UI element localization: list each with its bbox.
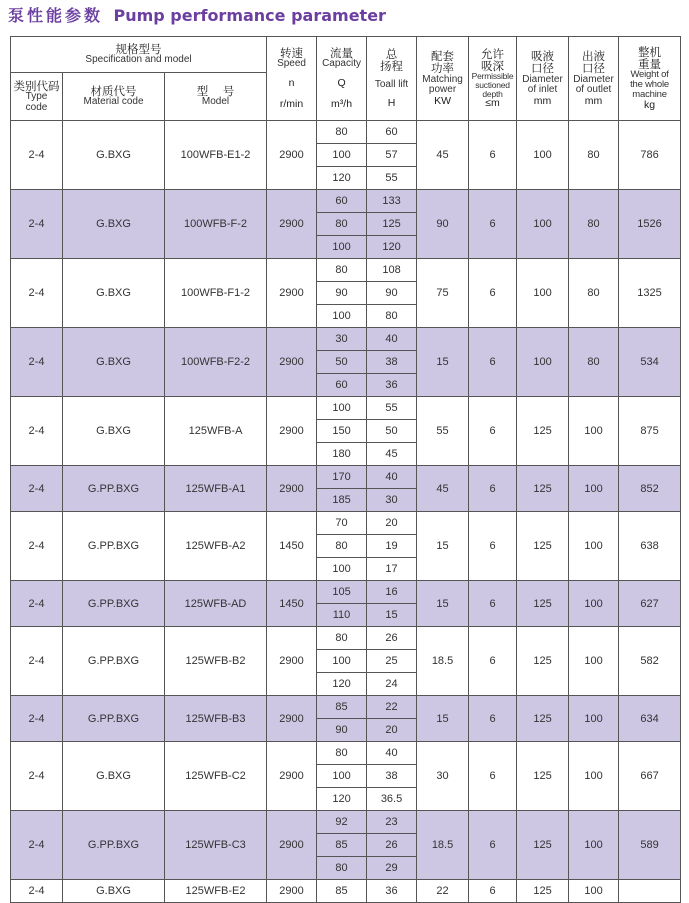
model-cell: 100WFB-E1-2 [165,121,267,190]
model-cell: 125WFB-AD [165,581,267,627]
capacity-cell: 100 [317,305,367,328]
capacity-cell: 92 [317,811,367,834]
head-cell: 38 [367,351,417,374]
head-header-cn1: 总 [385,46,398,61]
speed-header-en: Speed [277,58,306,70]
capacity-cell: 100 [317,650,367,673]
head-cell: 17 [367,558,417,581]
capacity-cell: 100 [317,236,367,259]
capacity-cell: 60 [317,190,367,213]
capacity-cell: 80 [317,535,367,558]
capacity-cell: 185 [317,489,367,512]
model-cell: 100WFB-F1-2 [165,259,267,328]
capacity-cell: 180 [317,443,367,466]
head-cell: 20 [367,719,417,742]
type-code-cell: 2-4 [11,627,63,696]
power-cell: 45 [417,466,469,512]
head-cell: 24 [367,673,417,696]
suction-header-unit: ≤m [485,97,500,110]
outlet-cell: 100 [569,466,619,512]
suction-cell: 6 [469,627,517,696]
inlet-cell: 125 [517,742,569,811]
table-row [11,742,681,765]
suction-cell: 6 [469,696,517,742]
power-cell: 18.5 [417,811,469,880]
weight-cell: 667 [619,742,681,811]
head-cell: 19 [367,535,417,558]
model-cell: 125WFB-A [165,397,267,466]
spec-header-en: Specification and model [85,54,192,66]
capacity-cell: 80 [317,213,367,236]
outlet-cell: 100 [569,880,619,903]
type-code-header [11,73,63,121]
power-cell: 45 [417,121,469,190]
capacity-cell: 80 [317,627,367,650]
model-header-cn: 型 号 [196,84,235,99]
type-code-cell: 2-4 [11,581,63,627]
power-cell: 22 [417,880,469,903]
material-code-cell: G.BXG [63,259,165,328]
capacity-header-unit: m³/h [331,97,353,110]
power-cell: 15 [417,328,469,397]
speed-header-sym: n [288,76,295,89]
table-row [11,696,681,719]
inlet-cell: 100 [517,190,569,259]
material-code-header-cn: 材质代号 [90,84,137,99]
suction-cell: 6 [469,328,517,397]
capacity-cell: 120 [317,167,367,190]
power-cell: 18.5 [417,627,469,696]
performance-table [10,36,681,903]
capacity-cell: 170 [317,466,367,489]
capacity-cell: 150 [317,420,367,443]
speed-cell: 2900 [267,811,317,880]
head-cell: 120 [367,236,417,259]
table-row [11,121,681,144]
model-cell: 125WFB-B3 [165,696,267,742]
suction-cell: 6 [469,811,517,880]
outlet-cell: 80 [569,121,619,190]
head-cell: 25 [367,650,417,673]
outlet-cell: 100 [569,581,619,627]
weight-cell: 589 [619,811,681,880]
outlet-cell: 80 [569,259,619,328]
outlet-cell: 100 [569,512,619,581]
capacity-header-cn: 流量 [330,46,354,61]
inlet-header-unit: mm [533,94,552,107]
outlet-header-cn2: 口径 [582,61,606,76]
model-cell: 125WFB-A1 [165,466,267,512]
type-code-cell: 2-4 [11,512,63,581]
inlet-cell: 125 [517,397,569,466]
capacity-cell: 90 [317,282,367,305]
inlet-header-cn2: 口径 [531,61,555,76]
type-code-cell: 2-4 [11,190,63,259]
head-cell: 133 [367,190,417,213]
type-code-cell: 2-4 [11,742,63,811]
speed-header [267,37,317,121]
outlet-header-cn1: 出液 [582,49,606,64]
material-code-cell: G.BXG [63,328,165,397]
suction-cell: 6 [469,742,517,811]
speed-cell: 2900 [267,328,317,397]
material-code-header-en: Material code [83,96,144,108]
inlet-cell: 125 [517,466,569,512]
head-cell: 40 [367,328,417,351]
head-header-en: Toall lift [374,78,409,90]
weight-header-en2: the whole [630,79,669,91]
type-code-header-en2: code [25,101,48,113]
suction-header-en1: Permissible [471,70,514,81]
head-cell: 125 [367,213,417,236]
power-cell: 15 [417,512,469,581]
head-cell: 36 [367,374,417,397]
weight-cell: 582 [619,627,681,696]
power-header-en2: power [428,84,457,96]
speed-cell: 2900 [267,696,317,742]
weight-header-cn2: 重量 [638,57,662,72]
suction-cell: 6 [469,466,517,512]
suction-header-cn1: 允许 [481,46,505,61]
speed-cell: 2900 [267,397,317,466]
inlet-cell: 100 [517,259,569,328]
inlet-cell: 125 [517,581,569,627]
type-code-cell: 2-4 [11,466,63,512]
suction-cell: 6 [469,880,517,903]
page-title-cn: 泵性能参数 [8,6,104,25]
head-cell: 80 [367,305,417,328]
page-title-en: Pump performance parameter [113,6,386,25]
weight-header-en3: machine [632,89,667,101]
suction-cell: 6 [469,259,517,328]
head-cell: 36 [367,880,417,903]
capacity-cell: 85 [317,880,367,903]
power-cell: 15 [417,696,469,742]
power-cell: 55 [417,397,469,466]
model-cell: 125WFB-C2 [165,742,267,811]
outlet-header [569,37,619,121]
head-cell: 15 [367,604,417,627]
weight-cell: 786 [619,121,681,190]
capacity-cell: 120 [317,788,367,811]
capacity-header [317,37,367,121]
weight-cell: 1526 [619,190,681,259]
type-code-cell: 2-4 [11,811,63,880]
material-code-cell: G.BXG [63,880,165,903]
capacity-header-sym: Q [337,76,346,89]
speed-cell: 1450 [267,512,317,581]
weight-header-en1: Weight of [630,69,669,81]
table-row [11,190,681,213]
head-cell: 23 [367,811,417,834]
speed-cell: 2900 [267,742,317,811]
power-header [417,37,469,121]
speed-header-unit: r/min [279,97,304,110]
head-cell: 45 [367,443,417,466]
material-code-cell: G.PP.BXG [63,512,165,581]
power-cell: 15 [417,581,469,627]
weight-cell: 852 [619,466,681,512]
head-header-cn2: 扬程 [380,58,404,73]
speed-cell: 2900 [267,880,317,903]
capacity-cell: 80 [317,259,367,282]
speed-cell: 2900 [267,259,317,328]
suction-header-en3: depth [482,88,503,99]
head-cell: 40 [367,742,417,765]
head-cell: 36.5 [367,788,417,811]
speed-cell: 2900 [267,121,317,190]
table-row [11,328,681,351]
type-code-header-en1: Type [25,91,48,103]
model-cell: 125WFB-E2 [165,880,267,903]
suction-header-cn2: 吸深 [481,58,505,73]
outlet-cell: 100 [569,397,619,466]
type-code-cell: 2-4 [11,121,63,190]
head-cell: 60 [367,121,417,144]
head-cell: 38 [367,765,417,788]
table-row [11,627,681,650]
capacity-cell: 60 [317,374,367,397]
capacity-cell: 120 [317,673,367,696]
performance-table-wrapper [10,36,680,903]
outlet-cell: 80 [569,328,619,397]
model-cell: 100WFB-F2-2 [165,328,267,397]
material-code-cell: G.BXG [63,742,165,811]
inlet-cell: 125 [517,696,569,742]
suction-cell: 6 [469,121,517,190]
spec-header [11,37,267,73]
material-code-cell: G.BXG [63,121,165,190]
type-code-cell: 2-4 [11,397,63,466]
weight-cell: 627 [619,581,681,627]
inlet-header-cn1: 吸液 [531,49,555,64]
head-cell: 20 [367,512,417,535]
model-cell: 125WFB-B2 [165,627,267,696]
power-header-cn2: 功率 [431,61,455,76]
inlet-cell: 100 [517,328,569,397]
type-code-cell: 2-4 [11,696,63,742]
material-code-cell: G.PP.BXG [63,581,165,627]
inlet-cell: 125 [517,811,569,880]
spec-header-cn: 规格型号 [115,42,162,57]
power-header-en1: Matching [422,73,463,85]
speed-header-cn: 转速 [280,46,304,61]
material-code-cell: G.PP.BXG [63,627,165,696]
head-cell: 22 [367,696,417,719]
weight-cell: 875 [619,397,681,466]
power-cell: 75 [417,259,469,328]
table-row [11,466,681,489]
material-code-cell: G.BXG [63,397,165,466]
weight-cell: 534 [619,328,681,397]
inlet-cell: 125 [517,880,569,903]
model-cell: 125WFB-A2 [165,512,267,581]
model-cell: 100WFB-F-2 [165,190,267,259]
head-cell: 57 [367,144,417,167]
type-code-cell: 2-4 [11,880,63,903]
capacity-cell: 85 [317,834,367,857]
power-header-unit: KW [434,94,451,107]
capacity-header-en: Capacity [322,58,361,70]
model-header [165,73,267,121]
table-row [11,512,681,535]
model-header-en: Model [201,96,230,108]
head-header [367,37,417,121]
head-header-sym: H [387,97,396,110]
head-cell: 55 [367,397,417,420]
inlet-header-en2: of inlet [527,84,558,96]
weight-cell: 634 [619,696,681,742]
type-code-cell: 2-4 [11,259,63,328]
head-cell: 26 [367,834,417,857]
outlet-header-en2: of outlet [575,84,612,96]
weight-header [619,37,681,121]
capacity-cell: 85 [317,696,367,719]
head-cell: 108 [367,259,417,282]
performance-table-body [11,121,681,903]
suction-cell: 6 [469,190,517,259]
suction-cell: 6 [469,512,517,581]
weight-cell [619,880,681,903]
capacity-cell: 70 [317,512,367,535]
head-cell: 26 [367,627,417,650]
capacity-cell: 80 [317,742,367,765]
suction-header-en2: suctioned [475,79,510,90]
outlet-cell: 100 [569,742,619,811]
head-cell: 16 [367,581,417,604]
inlet-cell: 125 [517,512,569,581]
capacity-cell: 100 [317,144,367,167]
weight-header-cn1: 整机 [638,44,662,59]
page-title [8,4,386,28]
inlet-header-en1: Diameter [522,73,563,85]
inlet-cell: 100 [517,121,569,190]
speed-cell: 2900 [267,466,317,512]
table-row [11,811,681,834]
capacity-cell: 30 [317,328,367,351]
capacity-cell: 110 [317,604,367,627]
outlet-cell: 80 [569,190,619,259]
capacity-cell: 100 [317,558,367,581]
power-cell: 90 [417,190,469,259]
weight-cell: 638 [619,512,681,581]
model-cell: 125WFB-C3 [165,811,267,880]
capacity-cell: 50 [317,351,367,374]
outlet-header-en1: Diameter [573,73,614,85]
capacity-cell: 80 [317,857,367,880]
material-code-cell: G.PP.BXG [63,466,165,512]
power-cell: 30 [417,742,469,811]
speed-cell: 2900 [267,627,317,696]
material-code-cell: G.PP.BXG [63,696,165,742]
outlet-header-unit: mm [584,94,603,107]
outlet-cell: 100 [569,627,619,696]
capacity-cell: 100 [317,765,367,788]
speed-cell: 2900 [267,190,317,259]
weight-cell: 1325 [619,259,681,328]
table-row [11,581,681,604]
capacity-cell: 105 [317,581,367,604]
type-code-header-cn: 类别代码 [13,78,60,93]
table-row [11,880,681,903]
head-cell: 29 [367,857,417,880]
weight-header-unit: kg [643,99,656,111]
material-code-cell: G.BXG [63,190,165,259]
inlet-header [517,37,569,121]
capacity-cell: 90 [317,719,367,742]
speed-cell: 1450 [267,581,317,627]
head-cell: 30 [367,489,417,512]
suction-cell: 6 [469,581,517,627]
suction-cell: 6 [469,397,517,466]
outlet-cell: 100 [569,696,619,742]
material-code-header [63,73,165,121]
material-code-cell: G.PP.BXG [63,811,165,880]
head-cell: 40 [367,466,417,489]
head-cell: 50 [367,420,417,443]
power-header-cn1: 配套 [431,49,455,64]
table-row [11,259,681,282]
capacity-cell: 80 [317,121,367,144]
head-cell: 90 [367,282,417,305]
table-row [11,397,681,420]
capacity-cell: 100 [317,397,367,420]
outlet-cell: 100 [569,811,619,880]
type-code-cell: 2-4 [11,328,63,397]
suction-header [469,37,517,121]
inlet-cell: 125 [517,627,569,696]
head-cell: 55 [367,167,417,190]
